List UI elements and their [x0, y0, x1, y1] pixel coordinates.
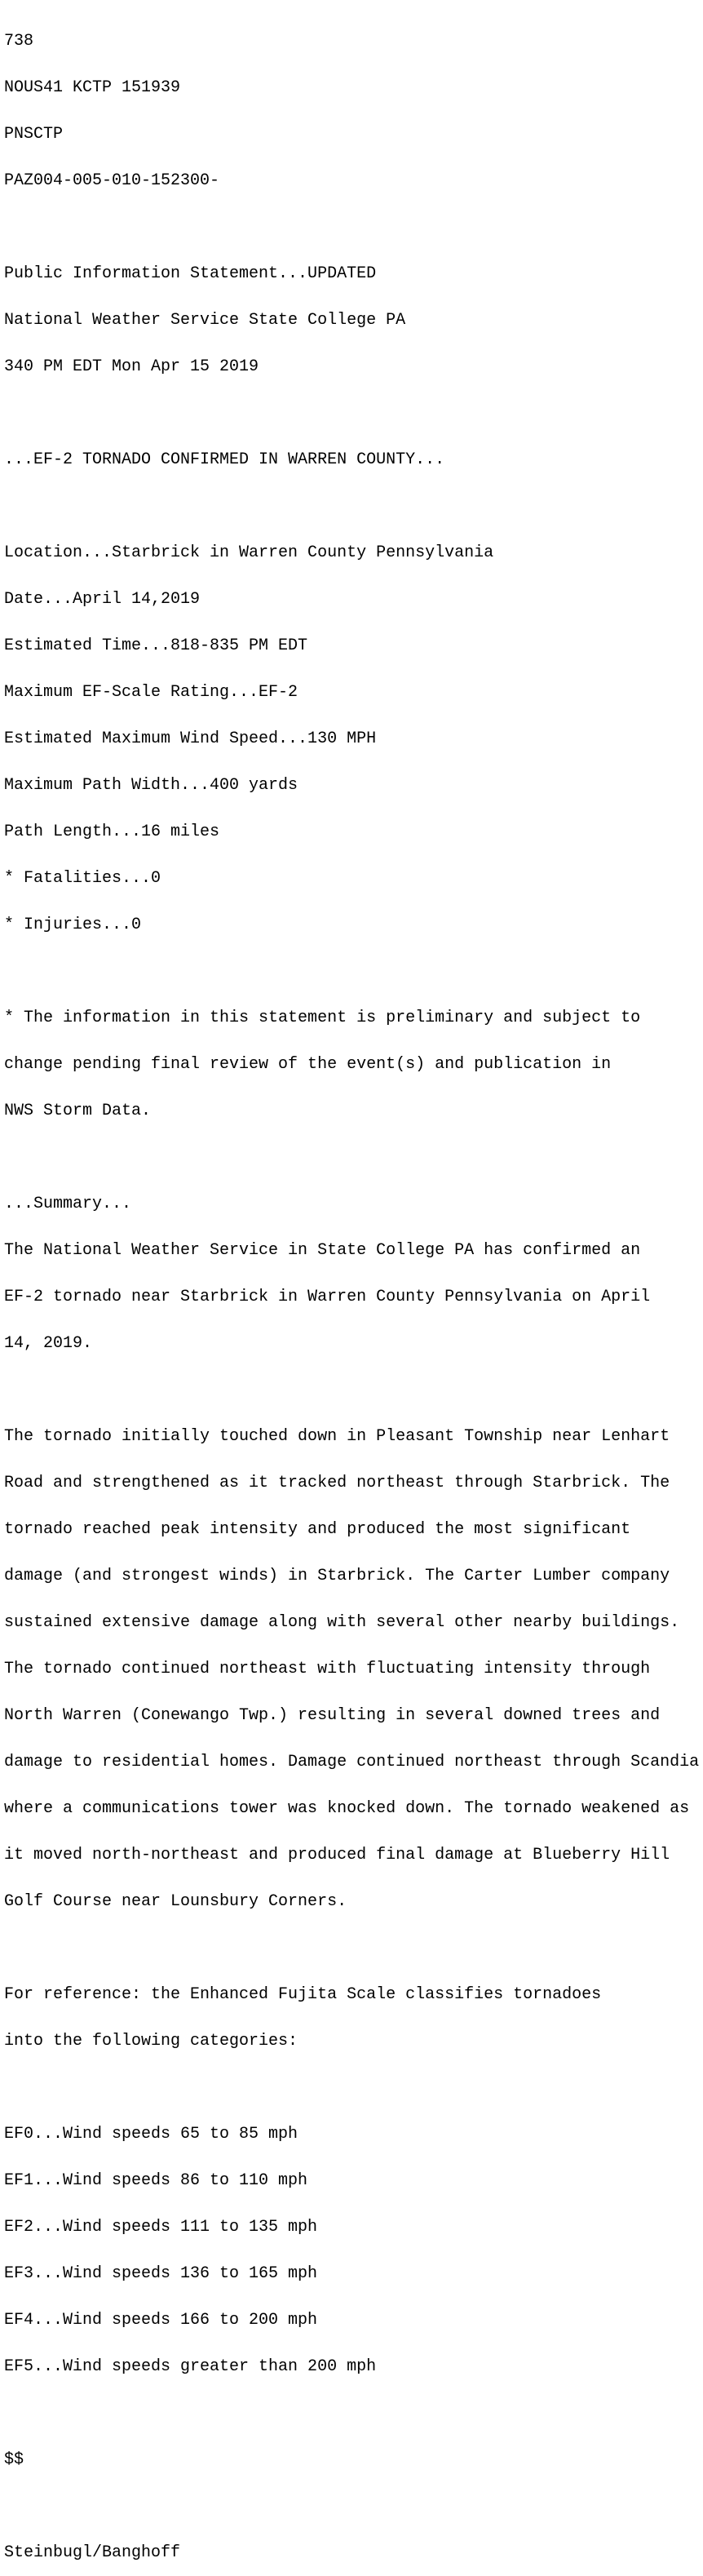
ugc-zones: PAZ004-005-010-152300- — [4, 171, 220, 190]
issuing-office: National Weather Service State College PA — [4, 311, 406, 330]
blank-line — [4, 2498, 703, 2514]
narrative-line: damage (and strongest winds) in Starbrick. The Carter Lumber company — [4, 1567, 670, 1585]
detail-path-length: Path Length...16 miles — [4, 822, 220, 841]
blank-line — [4, 499, 703, 514]
product-terminator: $$ — [4, 2450, 24, 2469]
blank-line — [4, 964, 703, 979]
detail-location: Location...Starbrick in Warren County Pennsylvania — [4, 543, 494, 562]
detail-date: Date...April 14,2019 — [4, 590, 201, 609]
ef-scale-ef4: EF4...Wind speeds 166 to 200 mph — [4, 2311, 318, 2330]
ef-scale-ef0: EF0...Wind speeds 65 to 85 mph — [4, 2125, 298, 2144]
blank-line — [4, 406, 703, 421]
summary-line: EF-2 tornado near Starbrick in Warren County Pennsylvania on April — [4, 1288, 651, 1306]
reference-line: into the following categories: — [4, 2032, 298, 2051]
blank-line — [4, 2080, 703, 2095]
detail-fatalities: * Fatalities...0 — [4, 869, 161, 888]
narrative-line: North Warren (Conewango Twp.) resulting in several downed trees and — [4, 1706, 661, 1725]
summary-heading: ...Summary... — [4, 1195, 132, 1213]
blank-line — [4, 219, 703, 235]
summary-line: The National Weather Service in State College PA has confirmed an — [4, 1241, 641, 1260]
disclaimer-line: NWS Storm Data. — [4, 1102, 152, 1120]
narrative-line: Road and strengthened as it tracked northeast through Starbrick. The — [4, 1474, 670, 1492]
headline: ...EF-2 TORNADO CONFIRMED IN WARREN COUNTY... — [4, 450, 445, 469]
ef-scale-ef1: EF1...Wind speeds 86 to 110 mph — [4, 2171, 308, 2190]
disclaimer-line: change pending final review of the event(s) and publication in — [4, 1055, 612, 1074]
ef-scale-ef3: EF3...Wind speeds 136 to 165 mph — [4, 2264, 318, 2283]
blank-line — [4, 2405, 703, 2421]
blank-line — [4, 1382, 703, 1398]
narrative-line: The tornado continued northeast with fluctuating intensity through — [4, 1660, 651, 1678]
reference-line: For reference: the Enhanced Fujita Scale classifies tornadoes — [4, 1985, 602, 2004]
wmo-header: NOUS41 KCTP 151939 — [4, 78, 181, 97]
narrative-line: damage to residential homes. Damage continued northeast through Scandia — [4, 1753, 700, 1771]
detail-ef-rating: Maximum EF-Scale Rating...EF-2 — [4, 683, 298, 702]
narrative-line: it moved north-northeast and produced final damage at Blueberry Hill — [4, 1846, 670, 1864]
awips-id: PNSCTP — [4, 125, 64, 144]
authors: Steinbugl/Banghoff — [4, 2543, 181, 2562]
detail-time: Estimated Time...818-835 PM EDT — [4, 636, 308, 655]
product-title: Public Information Statement...UPDATED — [4, 264, 377, 283]
ef-scale-ef5: EF5...Wind speeds greater than 200 mph — [4, 2357, 377, 2376]
narrative-line: sustained extensive damage along with several other nearby buildings. — [4, 1613, 680, 1632]
detail-path-width: Maximum Path Width...400 yards — [4, 776, 298, 795]
narrative-line: tornado reached peak intensity and produced the most significant — [4, 1520, 631, 1539]
narrative-line: The tornado initially touched down in Pleasant Township near Lenhart — [4, 1427, 670, 1446]
summary-line: 14, 2019. — [4, 1334, 93, 1353]
narrative-line: where a communications tower was knocked down. The tornado weakened as — [4, 1799, 690, 1818]
ef-scale-ef2: EF2...Wind speeds 111 to 135 mph — [4, 2218, 318, 2237]
detail-injuries: * Injuries...0 — [4, 916, 142, 934]
narrative-line: Golf Course near Lounsbury Corners. — [4, 1892, 347, 1911]
detail-wind-speed: Estimated Maximum Wind Speed...130 MPH — [4, 729, 377, 748]
disclaimer-line: * The information in this statement is preliminary and subject to — [4, 1009, 641, 1027]
sequence-number: 738 — [4, 32, 34, 51]
blank-line — [4, 1150, 703, 1165]
blank-line — [4, 1940, 703, 1956]
issue-time: 340 PM EDT Mon Apr 15 2019 — [4, 357, 259, 376]
